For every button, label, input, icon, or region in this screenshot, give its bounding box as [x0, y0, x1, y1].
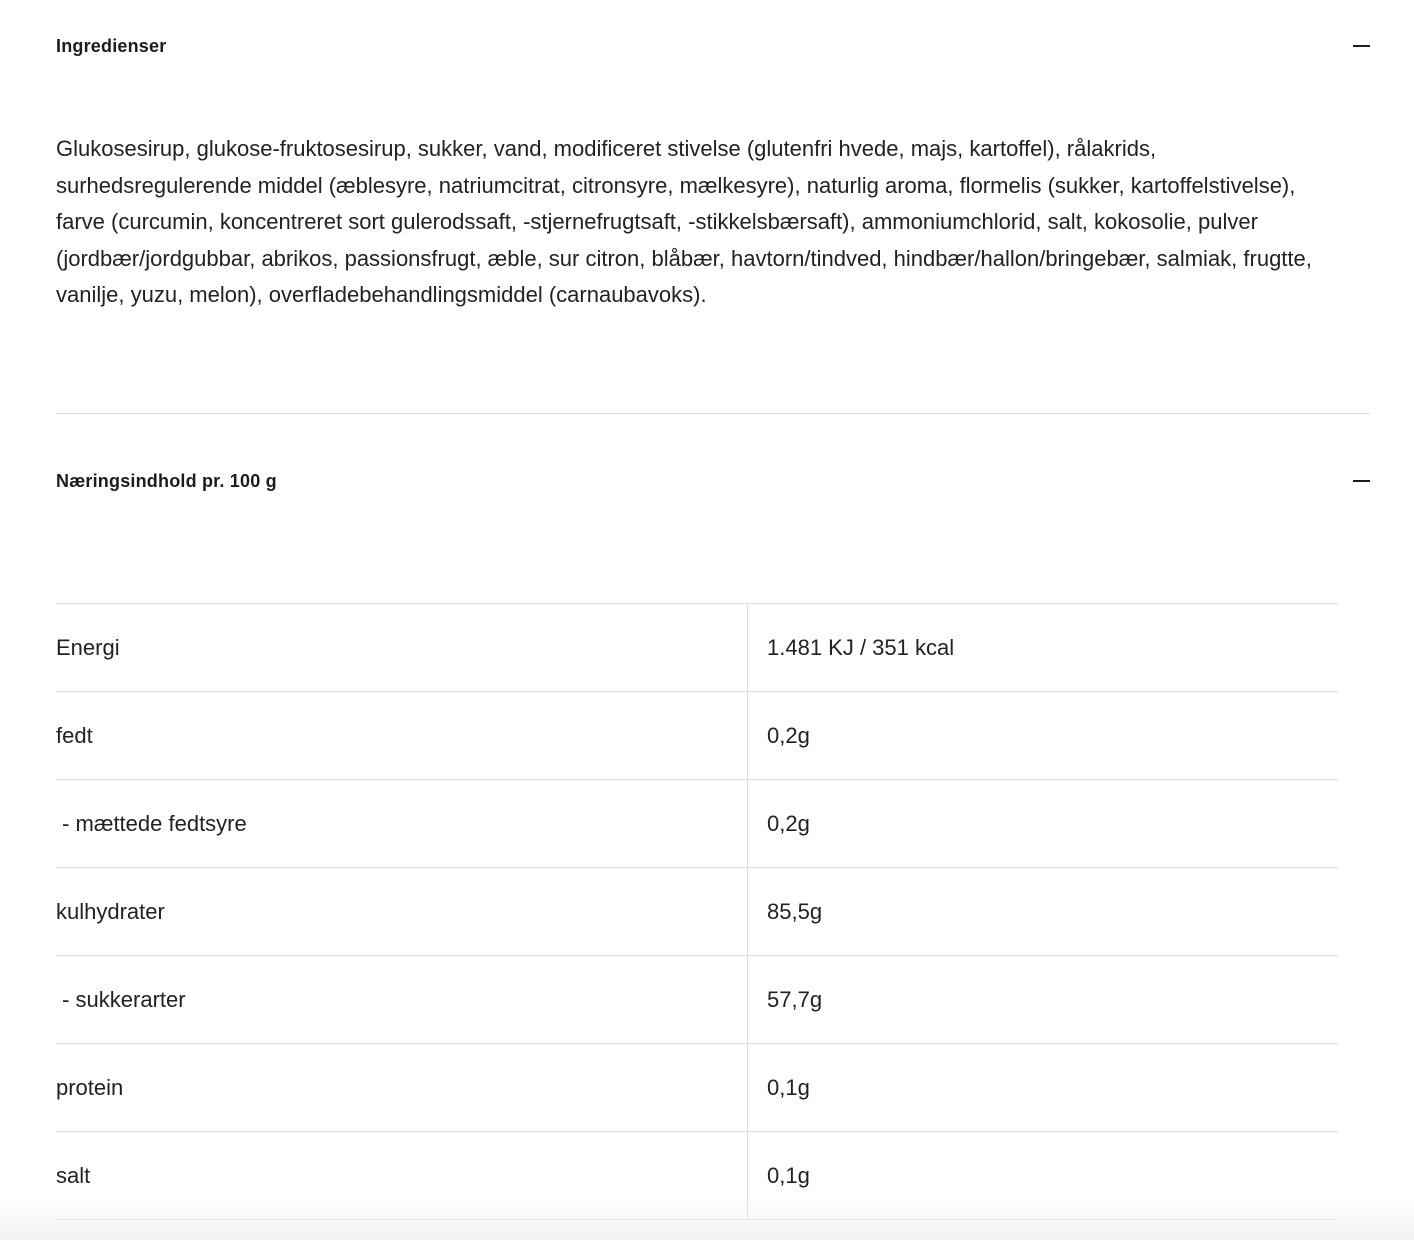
nutrient-value: 1.481 KJ / 351 kcal: [748, 604, 1339, 692]
nutrient-label: Energi: [56, 604, 748, 692]
nutrient-value: 0,1g: [748, 1044, 1339, 1132]
table-row: [56, 1132, 1338, 1220]
nutrient-value: 57,7g: [748, 956, 1339, 1044]
nutrient-label: salt: [56, 1132, 748, 1220]
nutrition-accordion-header[interactable]: [56, 461, 1370, 501]
section-divider: [56, 413, 1370, 414]
nutrient-label: kulhydrater: [56, 868, 748, 956]
table-row: [56, 1044, 1338, 1132]
table-row: [56, 868, 1338, 956]
nutrition-table: [56, 603, 1338, 1220]
nutrition-section: [56, 461, 1370, 501]
ingredients-text: Glukosesirup, glukose-fruktosesirup, sukker, vand, modificeret stivelse (glutenfri hvede, majs, kartoffel), rålakrids, surhedsregulerende middel (æblesyre, natriumcitrat, citronsyre, mælkesyre), naturlig aroma, flormelis (sukker, kartoffelstivelse), farve (curcumin, koncentreret sort gulerodssaft, -stjernefrugtsaft, -stikkelsbærsaft), ammoniumchlorid, salt, kokosolie, pulver (jordbær/jordgubbar, abrikos, passionsfrugt, æble, sur citron, blåbær, havtorn/tindved, hindbær/hallon/bringebær, salmiak, frugtte, vanilje, yuzu, melon), overfladebehandlingsmiddel (carnaubavoks).: [56, 136, 1312, 308]
nutrient-value: 0,1g: [748, 1132, 1339, 1220]
nutrient-label: - mættede fedtsyre: [56, 780, 748, 868]
nutrient-label: protein: [56, 1044, 748, 1132]
nutrient-label: fedt: [56, 692, 748, 780]
nutrient-value: 85,5g: [748, 868, 1339, 956]
nutrient-value: 0,2g: [748, 692, 1339, 780]
nutrient-value: 0,2g: [748, 780, 1339, 868]
ingredients-section: [56, 26, 1370, 66]
table-row: [56, 692, 1338, 780]
ingredients-body: [56, 131, 1370, 314]
table-row: [56, 604, 1338, 692]
ingredients-title: Ingredienser: [56, 35, 167, 56]
table-row: [56, 956, 1338, 1044]
nutrition-title: Næringsindhold pr. 100 g: [56, 470, 277, 491]
nutrient-label: - sukkerarter: [56, 956, 748, 1044]
minus-icon[interactable]: [1353, 480, 1370, 482]
minus-icon[interactable]: [1353, 45, 1370, 47]
table-row: [56, 780, 1338, 868]
ingredients-accordion-header[interactable]: [56, 26, 1370, 66]
